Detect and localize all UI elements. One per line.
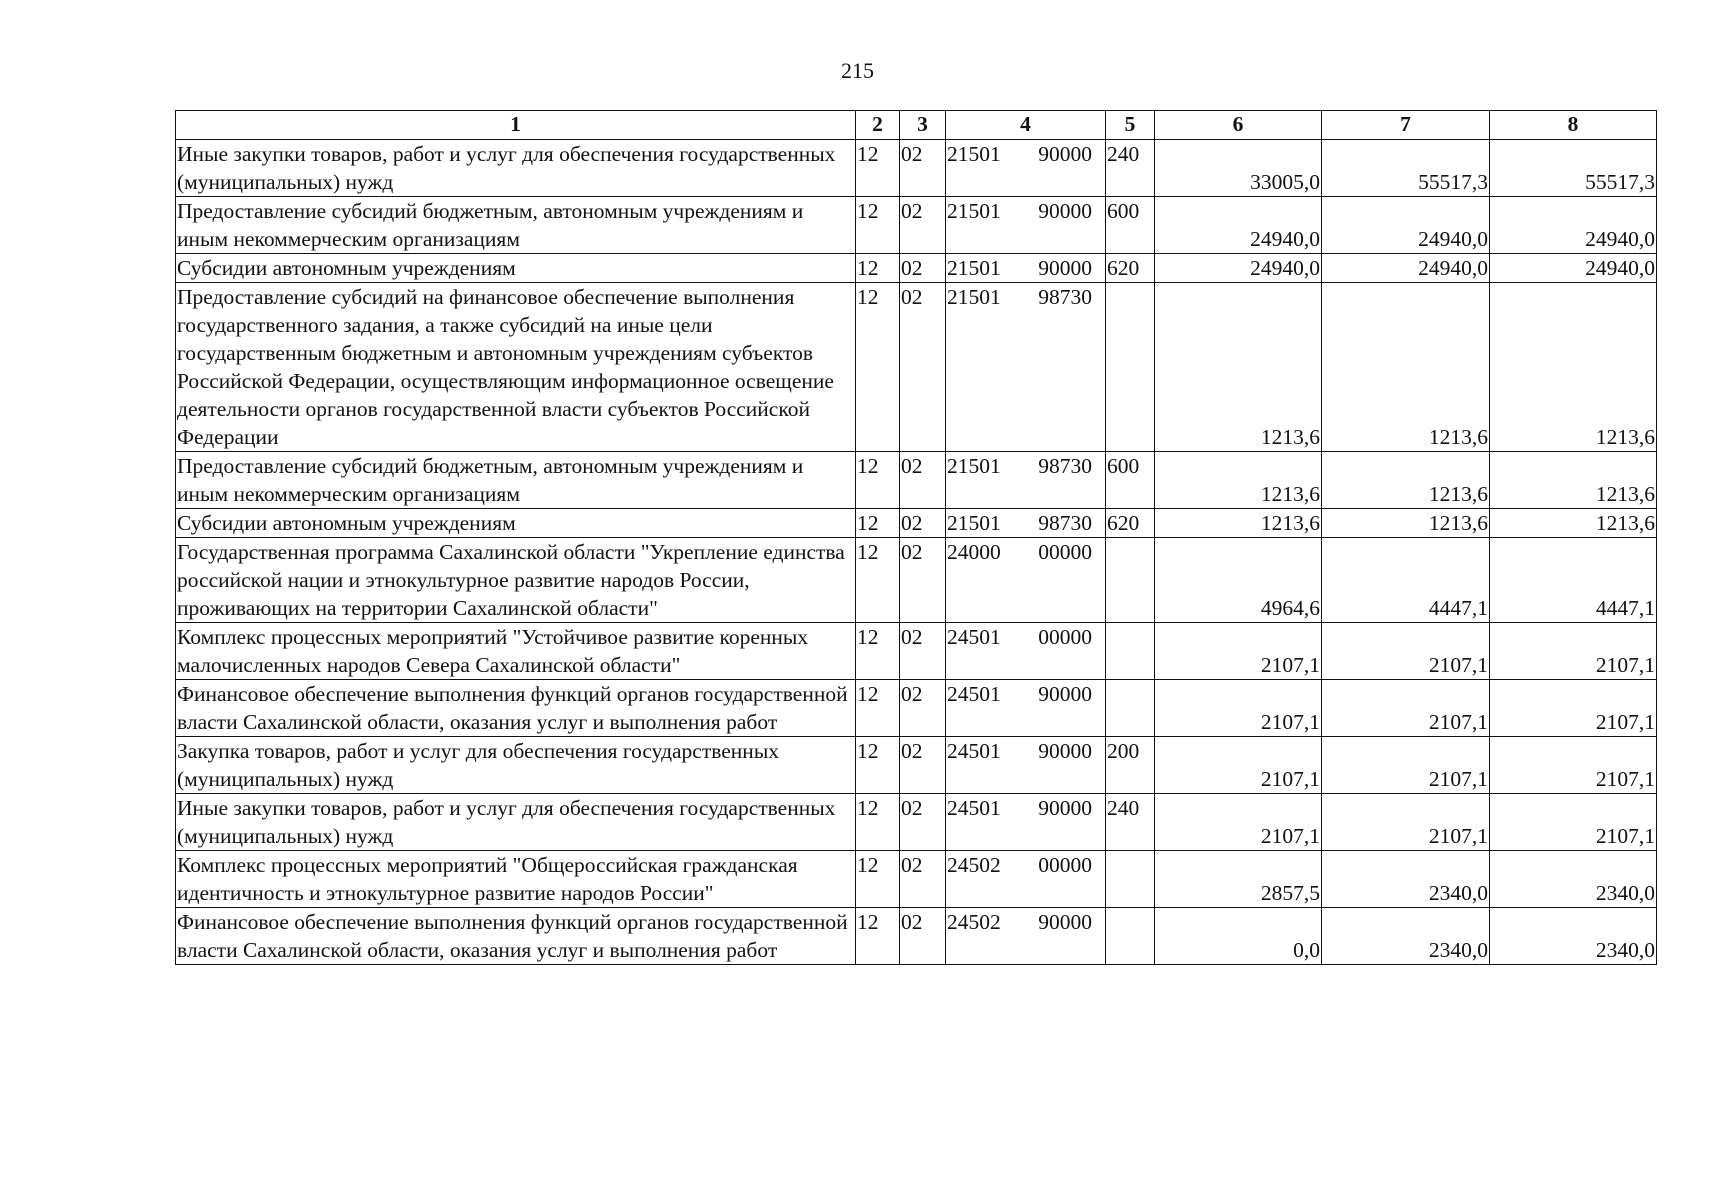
row-name: Предоставление субсидий на финансовое обеспечение выполнения государственного задания, а также субсидий на иные цели государственным бюджетным и автономным учреждениям субъектов Российской Федерации, осуществляющим информационное освещение деятельности органов государственной власти субъектов Российской Федерации <box>176 283 856 452</box>
row-expense-kind-code: 240 <box>1106 140 1155 197</box>
row-name: Комплекс процессных мероприятий "Устойчивое развитие коренных малочисленных народов Севера Сахалинской области" <box>176 623 856 680</box>
row-amount-col6: 1213,6 <box>1155 452 1322 509</box>
row-amount-col6: 33005,0 <box>1155 140 1322 197</box>
row-expense-kind-code: 620 <box>1106 254 1155 283</box>
row-target-code <box>946 283 1106 452</box>
row-subsection-code: 02 <box>900 908 946 965</box>
row-target-code <box>946 197 1106 254</box>
row-target-code <box>946 254 1106 283</box>
row-amount-col7: 1213,6 <box>1322 509 1490 538</box>
row-target-code-program: 24502 <box>947 853 1001 877</box>
row-subsection-code: 02 <box>900 623 946 680</box>
table-row <box>176 794 1657 851</box>
row-amount-col6: 1213,6 <box>1155 509 1322 538</box>
row-section-code: 12 <box>856 538 900 623</box>
row-amount-col8: 2107,1 <box>1490 680 1657 737</box>
row-amount-col6: 2107,1 <box>1155 680 1322 737</box>
row-amount-col8: 24940,0 <box>1490 254 1657 283</box>
row-expense-kind-code <box>1106 908 1155 965</box>
table-row <box>176 908 1657 965</box>
row-name: Финансовое обеспечение выполнения функций органов государственной власти Сахалинской области, оказания услуг и выполнения работ <box>176 908 856 965</box>
column-header-8: 8 <box>1490 111 1657 140</box>
row-target-code-direction: 00000 <box>1038 540 1092 564</box>
row-target-code-direction: 98730 <box>1038 454 1092 478</box>
row-subsection-code: 02 <box>900 452 946 509</box>
row-subsection-code: 02 <box>900 794 946 851</box>
table-body <box>176 140 1657 965</box>
row-amount-col6: 0,0 <box>1155 908 1322 965</box>
row-amount-col6: 2107,1 <box>1155 794 1322 851</box>
row-amount-col6: 4964,6 <box>1155 538 1322 623</box>
row-expense-kind-code: 240 <box>1106 794 1155 851</box>
row-subsection-code: 02 <box>900 737 946 794</box>
row-target-code <box>946 538 1106 623</box>
row-target-code <box>946 140 1106 197</box>
row-amount-col7: 2340,0 <box>1322 908 1490 965</box>
row-target-code-program: 21501 <box>947 511 1001 535</box>
row-subsection-code: 02 <box>900 851 946 908</box>
row-amount-col8: 24940,0 <box>1490 197 1657 254</box>
row-section-code: 12 <box>856 908 900 965</box>
row-section-code: 12 <box>856 623 900 680</box>
row-amount-col7: 4447,1 <box>1322 538 1490 623</box>
row-target-code-direction: 90000 <box>1038 739 1092 763</box>
row-target-code <box>946 737 1106 794</box>
row-name: Субсидии автономным учреждениям <box>176 509 856 538</box>
row-amount-col8: 2107,1 <box>1490 737 1657 794</box>
table-row <box>176 509 1657 538</box>
row-name: Государственная программа Сахалинской области "Укрепление единства российской нации и этнокультурное развитие народов России, проживающих на территории Сахалинской области" <box>176 538 856 623</box>
row-expense-kind-code: 600 <box>1106 197 1155 254</box>
row-name: Иные закупки товаров, работ и услуг для обеспечения государственных (муниципальных) нужд <box>176 794 856 851</box>
row-target-code <box>946 794 1106 851</box>
row-amount-col7: 24940,0 <box>1322 254 1490 283</box>
table-row <box>176 851 1657 908</box>
row-amount-col7: 2107,1 <box>1322 794 1490 851</box>
column-header-4: 4 <box>946 111 1106 140</box>
table-row <box>176 140 1657 197</box>
row-subsection-code: 02 <box>900 197 946 254</box>
row-name: Предоставление субсидий бюджетным, автономным учреждениям и иным некоммерческим организациям <box>176 197 856 254</box>
row-expense-kind-code: 620 <box>1106 509 1155 538</box>
table-row <box>176 680 1657 737</box>
row-target-code-program: 21501 <box>947 285 1001 309</box>
row-subsection-code: 02 <box>900 538 946 623</box>
row-subsection-code: 02 <box>900 283 946 452</box>
row-target-code-program: 24000 <box>947 540 1001 564</box>
column-header-2: 2 <box>856 111 900 140</box>
row-amount-col7: 55517,3 <box>1322 140 1490 197</box>
row-target-code-program: 24502 <box>947 910 1001 934</box>
row-target-code <box>946 851 1106 908</box>
row-target-code-direction: 90000 <box>1038 142 1092 166</box>
row-target-code <box>946 680 1106 737</box>
row-target-code-direction: 00000 <box>1038 853 1092 877</box>
row-section-code: 12 <box>856 851 900 908</box>
row-target-code <box>946 623 1106 680</box>
page-number: 215 <box>841 58 874 83</box>
row-target-code-program: 24501 <box>947 796 1001 820</box>
row-amount-col8: 2107,1 <box>1490 623 1657 680</box>
row-target-code-direction: 98730 <box>1038 511 1092 535</box>
table-row <box>176 197 1657 254</box>
row-section-code: 12 <box>856 197 900 254</box>
table-row <box>176 452 1657 509</box>
row-subsection-code: 02 <box>900 509 946 538</box>
row-target-code <box>946 509 1106 538</box>
row-target-code-direction: 00000 <box>1038 625 1092 649</box>
table-row <box>176 283 1657 452</box>
row-amount-col7: 24940,0 <box>1322 197 1490 254</box>
row-amount-col8: 2340,0 <box>1490 908 1657 965</box>
row-amount-col8: 2107,1 <box>1490 794 1657 851</box>
row-target-code-program: 24501 <box>947 625 1001 649</box>
row-section-code: 12 <box>856 794 900 851</box>
header-row <box>176 111 1657 140</box>
row-amount-col6: 2107,1 <box>1155 623 1322 680</box>
row-name: Иные закупки товаров, работ и услуг для обеспечения государственных (муниципальных) нужд <box>176 140 856 197</box>
row-target-code-program: 24501 <box>947 739 1001 763</box>
row-section-code: 12 <box>856 140 900 197</box>
row-target-code <box>946 452 1106 509</box>
row-name: Субсидии автономным учреждениям <box>176 254 856 283</box>
row-target-code-program: 21501 <box>947 256 1001 280</box>
row-expense-kind-code: 600 <box>1106 452 1155 509</box>
row-target-code-direction: 90000 <box>1038 910 1092 934</box>
column-header-7: 7 <box>1322 111 1490 140</box>
row-subsection-code: 02 <box>900 140 946 197</box>
row-amount-col6: 2857,5 <box>1155 851 1322 908</box>
row-amount-col8: 55517,3 <box>1490 140 1657 197</box>
row-name: Комплекс процессных мероприятий "Общероссийская гражданская идентичность и этнокультурное развитие народов России" <box>176 851 856 908</box>
row-amount-col7: 1213,6 <box>1322 452 1490 509</box>
row-amount-col7: 1213,6 <box>1322 283 1490 452</box>
row-section-code: 12 <box>856 283 900 452</box>
row-expense-kind-code <box>1106 851 1155 908</box>
column-header-5: 5 <box>1106 111 1155 140</box>
row-amount-col6: 2107,1 <box>1155 737 1322 794</box>
row-target-code-program: 21501 <box>947 454 1001 478</box>
row-subsection-code: 02 <box>900 680 946 737</box>
row-target-code-direction: 98730 <box>1038 285 1092 309</box>
row-target-code-program: 21501 <box>947 199 1001 223</box>
row-amount-col8: 1213,6 <box>1490 509 1657 538</box>
budget-table <box>175 110 1657 965</box>
row-amount-col8: 2340,0 <box>1490 851 1657 908</box>
row-target-code-direction: 90000 <box>1038 796 1092 820</box>
table-row <box>176 623 1657 680</box>
row-expense-kind-code: 200 <box>1106 737 1155 794</box>
row-expense-kind-code <box>1106 623 1155 680</box>
row-section-code: 12 <box>856 737 900 794</box>
row-amount-col8: 1213,6 <box>1490 283 1657 452</box>
row-section-code: 12 <box>856 680 900 737</box>
row-section-code: 12 <box>856 254 900 283</box>
row-amount-col6: 1213,6 <box>1155 283 1322 452</box>
row-section-code: 12 <box>856 452 900 509</box>
row-subsection-code: 02 <box>900 254 946 283</box>
table-row <box>176 538 1657 623</box>
row-name: Финансовое обеспечение выполнения функций органов государственной власти Сахалинской области, оказания услуг и выполнения работ <box>176 680 856 737</box>
column-header-3: 3 <box>900 111 946 140</box>
column-header-1: 1 <box>176 111 856 140</box>
row-name: Предоставление субсидий бюджетным, автономным учреждениям и иным некоммерческим организациям <box>176 452 856 509</box>
row-amount-col6: 24940,0 <box>1155 254 1322 283</box>
row-target-code-program: 21501 <box>947 142 1001 166</box>
row-amount-col7: 2340,0 <box>1322 851 1490 908</box>
row-expense-kind-code <box>1106 283 1155 452</box>
row-expense-kind-code <box>1106 680 1155 737</box>
row-amount-col7: 2107,1 <box>1322 623 1490 680</box>
row-target-code-direction: 90000 <box>1038 199 1092 223</box>
table-row <box>176 737 1657 794</box>
row-amount-col8: 1213,6 <box>1490 452 1657 509</box>
row-expense-kind-code <box>1106 538 1155 623</box>
row-amount-col7: 2107,1 <box>1322 680 1490 737</box>
row-target-code <box>946 908 1106 965</box>
row-target-code-program: 24501 <box>947 682 1001 706</box>
row-amount-col8: 4447,1 <box>1490 538 1657 623</box>
row-amount-col7: 2107,1 <box>1322 737 1490 794</box>
row-target-code-direction: 90000 <box>1038 256 1092 280</box>
column-header-6: 6 <box>1155 111 1322 140</box>
row-amount-col6: 24940,0 <box>1155 197 1322 254</box>
row-section-code: 12 <box>856 509 900 538</box>
row-target-code-direction: 90000 <box>1038 682 1092 706</box>
table-row <box>176 254 1657 283</box>
row-name: Закупка товаров, работ и услуг для обеспечения государственных (муниципальных) нужд <box>176 737 856 794</box>
